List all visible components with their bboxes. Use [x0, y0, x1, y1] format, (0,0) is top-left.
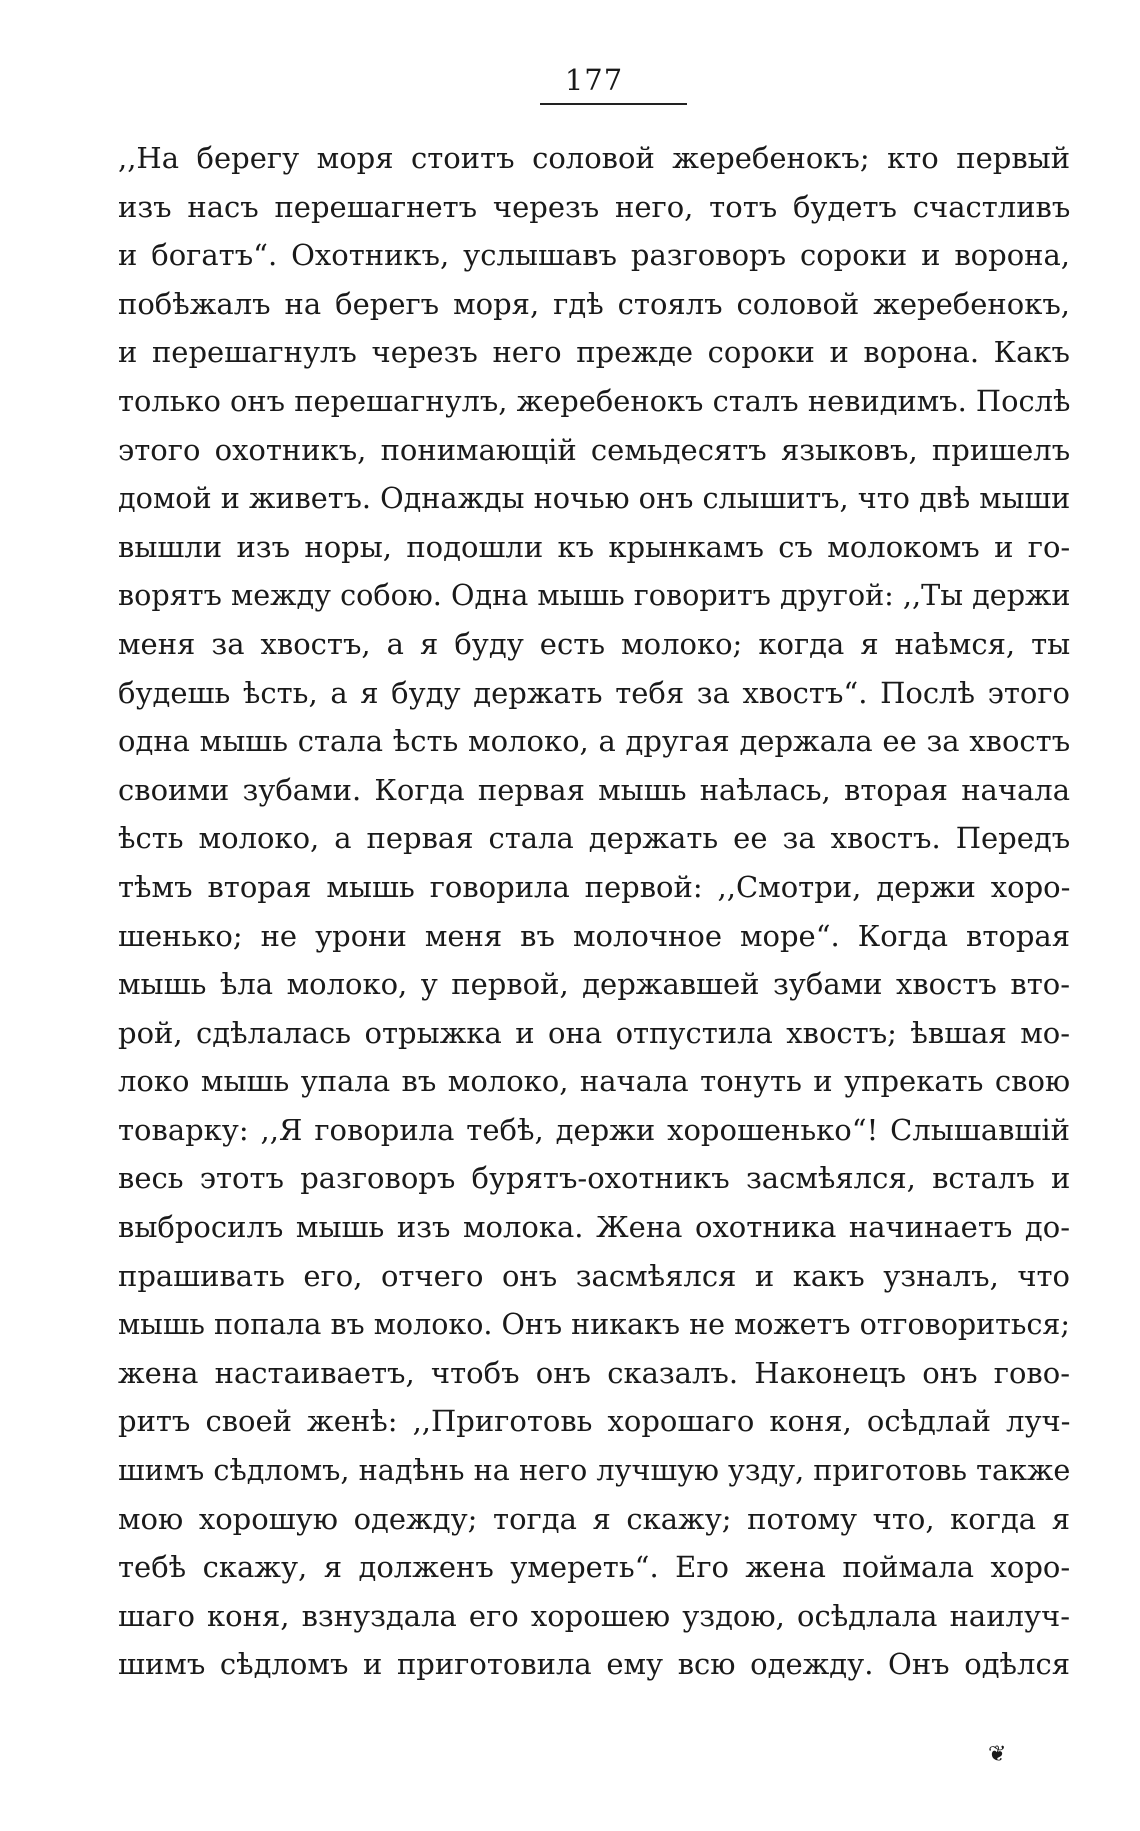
text-line: весь этотъ разговоръ бурятъ-охотникъ засмѣялся, всталъ и: [118, 1161, 1071, 1196]
text-line: жена настаиваетъ, чтобъ онъ сказалъ. Наконецъ онъ гово-: [118, 1355, 1070, 1390]
text-line: шаго коня, взнуздала его хорошею уздою, осѣдлала наилуч-: [118, 1598, 1070, 1633]
text-line: мышь попала въ молоко. Онъ никакъ не можетъ отговориться;: [118, 1307, 1071, 1342]
text-line: побѣжалъ на берегъ моря, гдѣ стоялъ соловой жеребенокъ,: [118, 286, 1070, 321]
text-line: ворятъ между собою. Одна мышь говоритъ другой: ,,Ты держи: [118, 578, 1071, 613]
text-line: шенько; не урони меня въ молочное море“. Когда вторая: [118, 918, 1070, 953]
text-line: тѣмъ вторая мышь говорила первой: ,,Смотри, держи хоро-: [118, 869, 1071, 904]
text-line: и перешагнулъ черезъ него прежде сороки и ворона. Какъ: [118, 335, 1070, 370]
text-line: одна мышь стала ѣсть молоко, а другая держала ее за хвостъ: [118, 724, 1071, 759]
text-line: будешь ѣсть, а я буду держать тебя за хвостъ“. Послѣ этого: [118, 675, 1070, 710]
text-line: шимъ сѣдломъ, надѣнь на него лучшую узду, приготовь также: [118, 1453, 1071, 1488]
text-line: ритъ своей женѣ: ,,Приготовь хорошаго коня, осѣдлай луч-: [118, 1404, 1071, 1439]
text-line: прашивать его, отчего онъ засмѣялся и какъ узналъ, что: [118, 1258, 1070, 1293]
printer-mark: ❦: [988, 1742, 1007, 1767]
text-line: выбросилъ мышь изъ молока. Жена охотника начинаетъ до-: [118, 1210, 1070, 1245]
text-line: мышь ѣла молоко, у первой, державшей зубами хвостъ вто-: [118, 967, 1070, 1002]
text-line: домой и живетъ. Однажды ночью онъ слышитъ, что двѣ мыши: [118, 481, 1071, 516]
text-line: меня за хвостъ, а я буду есть молоко; когда я наѣмся, ты: [118, 626, 1071, 661]
body-text: [118, 134, 1070, 1689]
text-line: тебѣ скажу, я долженъ умереть“. Его жена поймала хоро-: [118, 1550, 1071, 1585]
text-line: изъ насъ перешагнетъ черезъ него, тотъ будетъ счастливъ: [118, 189, 1071, 224]
page-number-rule: [540, 103, 687, 105]
text-line: только онъ перешагнулъ, жеребенокъ сталъ невидимъ. Послѣ: [118, 383, 1071, 418]
page-number: 177: [564, 63, 624, 97]
text-line: ѣсть молоко, а первая стала держать ее за хвостъ. Передъ: [118, 821, 1071, 856]
text-line: мою хорошую одежду; тогда я скажу; потому что, когда я: [118, 1501, 1070, 1536]
text-line: вышли изъ норы, подошли къ крынкамъ съ молокомъ и го-: [118, 529, 1071, 564]
text-line: и богатъ“. Охотникъ, услышавъ разговоръ сороки и ворона,: [118, 238, 1070, 273]
text-line: шимъ сѣдломъ и приготовила ему всю одежду. Онъ одѣлся: [118, 1647, 1070, 1682]
text-line: этого охотникъ, понимающій семьдесятъ языковъ, пришелъ: [118, 432, 1071, 467]
text-line: своими зубами. Когда первая мышь наѣлась, вторая начала: [118, 772, 1070, 807]
text-line: ,,На берегу моря стоитъ соловой жеребенокъ; кто первый: [118, 141, 1071, 175]
text-line: рой, сдѣлалась отрыжка и она отпустила хвостъ; ѣвшая мо-: [118, 1015, 1071, 1050]
text-line: локо мышь упала въ молоко, начала тонуть и упрекать свою: [118, 1064, 1071, 1099]
text-line: товарку: ,,Я говорила тебѣ, держи хорошенько“! Слышавшій: [118, 1112, 1070, 1147]
